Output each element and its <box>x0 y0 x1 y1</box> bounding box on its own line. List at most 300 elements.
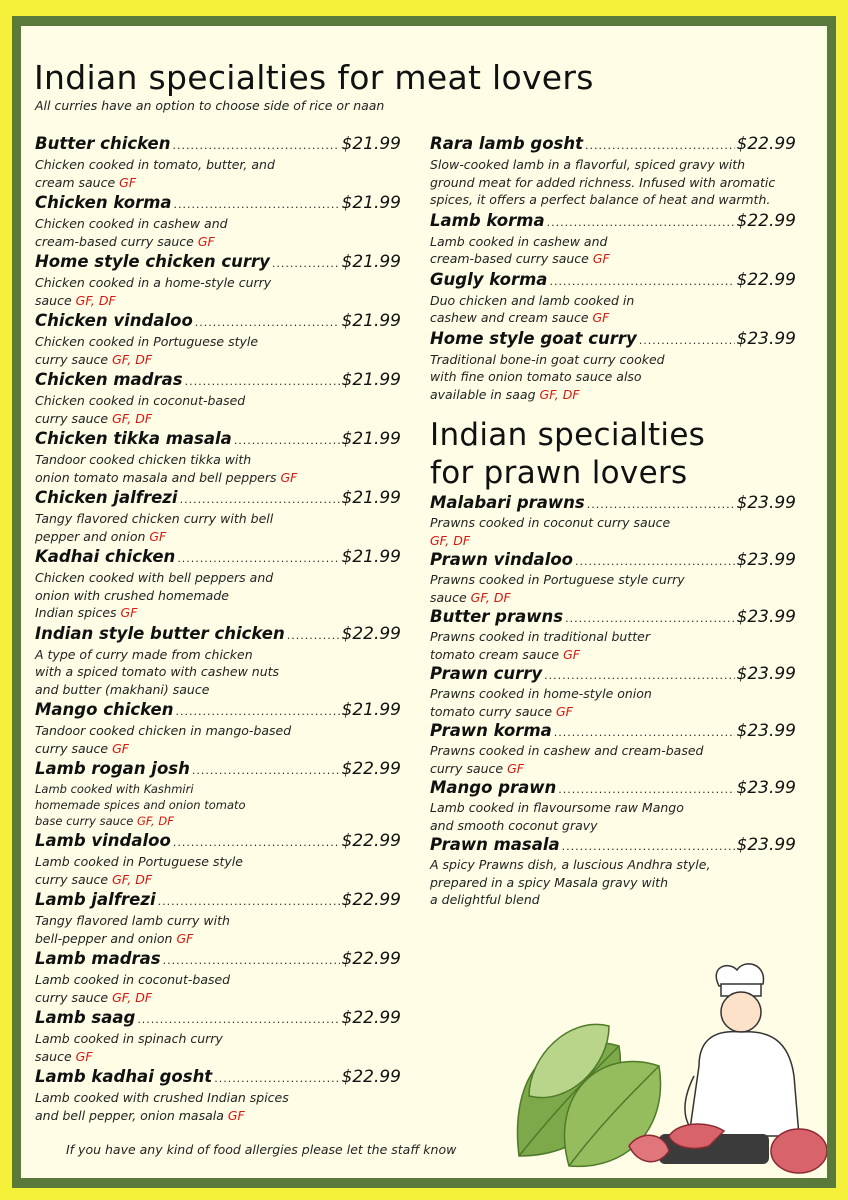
menu-item-header <box>430 663 796 685</box>
dietary-tags: GF <box>197 233 215 249</box>
description-line <box>35 989 401 1007</box>
menu-item-name: Rara lamb gosht <box>430 134 583 153</box>
menu-item-header <box>35 191 401 215</box>
dietary-tags: GF <box>563 646 580 662</box>
description-text: pepper and onion <box>35 528 150 544</box>
dot-leader <box>565 608 734 630</box>
description-line <box>35 871 401 889</box>
dot-leader <box>562 836 735 858</box>
dot-leader <box>158 890 340 914</box>
menu-item-price: $23.99 <box>736 721 796 741</box>
menu-item-description <box>35 646 401 699</box>
menu-item-price: $22.99 <box>341 759 401 779</box>
description-text: Lamb cooked in flavoursome raw Mango <box>430 800 684 815</box>
description-line <box>430 191 796 209</box>
description-text: Lamb cooked with crushed Indian spices <box>35 1090 289 1105</box>
description-text: ground meat for added richness. Infused with aromatic <box>430 174 776 190</box>
dot-leader <box>172 134 339 158</box>
dietary-tags: GF <box>120 605 138 620</box>
description-line <box>430 646 796 664</box>
description-text: curry sauce <box>35 740 113 756</box>
menu-item-price: $21.99 <box>341 252 401 272</box>
menu-item-header <box>35 829 401 853</box>
menu-item-description <box>430 742 796 777</box>
menu-item <box>35 191 401 250</box>
description-text: curry sauce <box>35 871 113 887</box>
menu-item-description <box>35 781 401 829</box>
menu-item <box>35 368 401 427</box>
description-line <box>35 451 401 469</box>
dietary-tags: GF, DF <box>539 386 580 402</box>
description-line <box>35 510 401 528</box>
dot-leader <box>287 624 340 648</box>
dietary-tags: GF, DF <box>112 410 153 426</box>
description-line <box>35 1107 401 1125</box>
menu-item-price: $23.99 <box>736 835 796 855</box>
description-text: homemade spices and onion tomato <box>35 798 246 812</box>
menu-item-price: $23.99 <box>736 664 796 684</box>
menu-item-price: $23.99 <box>736 328 796 349</box>
menu-item-name: Butter prawns <box>430 607 564 626</box>
dietary-tags: GF, DF <box>75 292 116 308</box>
menu-item-price: $21.99 <box>341 429 401 449</box>
description-line <box>430 386 796 404</box>
description-line <box>35 1048 401 1066</box>
description-text: curry sauce <box>35 351 113 367</box>
dietary-tags: GF, DF <box>470 589 511 605</box>
menu-item-description <box>35 1030 401 1065</box>
menu-item <box>430 492 796 549</box>
description-text: Lamb cooked in cashew and <box>430 233 608 249</box>
prawn-section-title <box>430 416 705 492</box>
description-line <box>35 174 401 192</box>
dietary-tags: GF <box>119 174 137 190</box>
menu-item-description <box>430 351 796 404</box>
description-line <box>430 760 796 778</box>
menu-item <box>430 209 796 268</box>
menu-item <box>35 486 401 545</box>
description-text: a delightful blend <box>430 892 540 907</box>
description-text: sauce <box>430 589 471 605</box>
menu-item-name: Indian style butter chicken <box>35 623 285 643</box>
menu-item-description <box>35 215 401 250</box>
menu-item-description <box>430 571 796 606</box>
menu-item-name: Chicken tikka masala <box>35 429 232 448</box>
dot-leader <box>177 547 339 571</box>
description-text: Tangy flavored chicken curry with bell <box>35 511 274 526</box>
description-line <box>430 309 796 327</box>
dot-leader <box>192 759 340 783</box>
description-line <box>35 469 401 487</box>
dietary-tags: GF <box>592 310 610 325</box>
menu-item-price: $22.99 <box>341 890 401 910</box>
description-text: Traditional bone-in goat curry cooked <box>430 351 665 367</box>
menu-item <box>35 888 401 947</box>
description-text: Chicken cooked in tomato, butter, and <box>35 157 275 172</box>
menu-item <box>430 777 796 834</box>
description-text: Chicken cooked in coconut-based <box>35 393 246 408</box>
dot-leader <box>554 722 735 744</box>
menu-item-price: $22.99 <box>341 1067 401 1087</box>
dot-leader <box>575 551 734 573</box>
description-line <box>430 628 796 646</box>
menu-item-name: Chicken madras <box>35 370 183 389</box>
menu-item-price: $23.99 <box>736 550 796 570</box>
menu-item-description <box>35 333 401 368</box>
description-line <box>430 891 796 909</box>
dot-leader <box>174 193 340 217</box>
description-text: Chicken cooked in Portuguese style <box>35 334 259 349</box>
menu-item-header <box>35 250 401 274</box>
description-text: with a spiced tomato with cashew nuts <box>35 664 280 679</box>
dot-leader <box>185 370 340 394</box>
menu-item-description <box>35 156 401 191</box>
description-line <box>35 646 401 664</box>
description-text: A type of curry made from chicken <box>35 646 253 662</box>
dietary-tags: GF <box>507 760 524 776</box>
menu-item-price: $23.99 <box>736 778 796 798</box>
menu-item-name: Lamb vindaloo <box>35 831 171 850</box>
description-text: Prawns cooked in cashew and cream-based <box>430 743 704 758</box>
menu-item-header <box>430 132 796 156</box>
description-text: cream-based curry sauce <box>35 233 198 249</box>
description-line <box>430 817 796 835</box>
description-text: Chicken cooked in a home-style curry <box>35 275 272 290</box>
description-text: Lamb cooked in coconut-based <box>35 972 231 987</box>
menu-item-header <box>35 698 401 722</box>
description-text: Duo chicken and lamb cooked in <box>430 292 635 308</box>
description-text: onion with crushed homemade <box>35 587 229 603</box>
menu-item-header <box>35 947 401 971</box>
menu-item-description <box>430 799 796 834</box>
description-line <box>35 722 401 740</box>
menu-item-name: Kadhai chicken <box>35 547 176 566</box>
description-line <box>430 685 796 703</box>
description-text: Chicken cooked in cashew and <box>35 216 228 231</box>
menu-item <box>430 327 796 404</box>
description-text: Tandoor cooked chicken in mango-based <box>35 723 292 738</box>
description-line <box>430 703 796 721</box>
menu-item-header <box>35 1065 401 1089</box>
menu-item <box>35 1065 401 1124</box>
dietary-tags: GF, DF <box>112 989 153 1005</box>
menu-item-header <box>35 132 401 156</box>
menu-item-header <box>35 622 401 646</box>
dot-leader <box>547 211 735 235</box>
dot-leader <box>587 494 735 516</box>
description-line <box>430 351 796 369</box>
description-text: Chicken cooked with bell peppers and <box>35 570 274 585</box>
menu-item-price: $21.99 <box>341 311 401 331</box>
description-line <box>430 514 796 532</box>
description-line <box>430 742 796 760</box>
menu-item-header <box>35 888 401 912</box>
menu-item-header <box>430 777 796 799</box>
chef-figure <box>685 964 799 1136</box>
dietary-tags: GF <box>555 703 573 719</box>
menu-item-description <box>35 392 401 427</box>
menu-item-name: Mango chicken <box>35 700 174 719</box>
chef-illustration <box>509 956 827 1178</box>
menu-item <box>430 549 796 606</box>
description-line <box>430 571 796 589</box>
menu-item-header <box>430 492 796 514</box>
prawn-menu-column <box>430 492 796 909</box>
description-text: curry sauce <box>35 989 113 1005</box>
dot-leader <box>558 779 734 801</box>
menu-item <box>35 545 401 622</box>
menu-item-header <box>35 427 401 451</box>
description-line <box>35 681 401 699</box>
description-text: and smooth coconut gravy <box>430 817 598 833</box>
description-line <box>35 912 401 930</box>
dot-leader <box>549 270 734 294</box>
description-line <box>35 292 401 310</box>
description-text: Prawns cooked in home-style onion <box>430 686 652 701</box>
menu-item-header <box>35 486 401 510</box>
menu-item-header <box>35 368 401 392</box>
menu-item-name: Prawn masala <box>430 835 560 854</box>
menu-item-description <box>430 233 796 268</box>
description-text: cream-based curry sauce <box>430 251 593 266</box>
description-text: cream sauce <box>35 174 120 190</box>
meat-menu-left-column <box>35 132 401 1124</box>
menu-item-name: Lamb jalfrezi <box>35 890 156 909</box>
description-line <box>430 532 796 550</box>
menu-item-header <box>430 606 796 628</box>
dot-leader <box>195 311 340 335</box>
menu-item-name: Home style chicken curry <box>35 252 270 271</box>
menu-item-header <box>35 757 401 781</box>
description-line <box>35 853 401 871</box>
description-line <box>35 528 401 546</box>
menu-item-header <box>430 209 796 233</box>
menu-item-price: $21.99 <box>341 700 401 720</box>
menu-item-header <box>430 834 796 856</box>
description-text: Slow-cooked lamb in a flavorful, spiced gravy with <box>430 157 746 172</box>
menu-item-description <box>35 853 401 888</box>
description-text: Lamb cooked in Portuguese style <box>35 854 243 869</box>
description-line <box>35 740 401 758</box>
dot-leader <box>585 134 735 158</box>
description-line <box>35 587 401 605</box>
dietary-tags: GF <box>176 930 194 946</box>
menu-item <box>430 663 796 720</box>
description-line <box>430 368 796 386</box>
description-text: with fine onion tomato sauce also <box>430 369 642 384</box>
menu-item-price: $22.99 <box>736 210 796 231</box>
description-text: Prawns cooked in coconut curry sauce <box>430 515 671 530</box>
menu-item-price: $21.99 <box>341 134 401 154</box>
dietary-tags: GF <box>592 251 610 266</box>
description-line <box>35 781 401 797</box>
description-text: spices, it offers a perfect balance of heat and warmth. <box>430 192 771 207</box>
description-line <box>35 1089 401 1107</box>
description-text: Prawns cooked in traditional butter <box>430 629 650 644</box>
description-line <box>35 215 401 233</box>
description-line <box>35 930 401 948</box>
description-text: onion tomato masala and bell peppers <box>35 469 281 485</box>
description-line <box>430 874 796 892</box>
dot-leader <box>544 665 734 687</box>
menu-item-name: Lamb saag <box>35 1008 136 1027</box>
description-line <box>430 250 796 268</box>
description-line <box>35 604 401 622</box>
description-text: tomato cream sauce <box>430 646 564 662</box>
menu-item-description <box>430 628 796 663</box>
menu-item-description <box>35 510 401 545</box>
menu-item-price: $21.99 <box>341 547 401 567</box>
description-line <box>430 174 796 192</box>
dot-leader <box>214 1067 339 1091</box>
page-title: Indian specialties for meat lovers <box>34 58 594 97</box>
dietary-tags: GF <box>227 1107 245 1123</box>
dot-leader <box>137 1008 339 1032</box>
description-text: and bell pepper, onion masala <box>35 1107 228 1123</box>
description-text: Lamb cooked in spinach curry <box>35 1031 223 1046</box>
dietary-tags: GF <box>280 469 298 485</box>
description-text: Lamb cooked with Kashmiri <box>35 782 194 796</box>
menu-item-description <box>35 451 401 486</box>
dietary-tags: GF, DF <box>112 351 153 367</box>
menu-item-name: Lamb korma <box>430 210 545 230</box>
menu-item-description <box>430 292 796 327</box>
menu-item-name: Lamb kadhai gosht <box>35 1067 213 1086</box>
description-line <box>430 292 796 310</box>
menu-item-price: $21.99 <box>341 488 401 508</box>
menu-item-name: Prawn curry <box>430 664 543 683</box>
menu-item-header <box>430 327 796 351</box>
description-text: Indian spices <box>35 605 121 620</box>
description-line <box>430 856 796 874</box>
menu-item-description <box>35 912 401 947</box>
menu-item-header <box>35 309 401 333</box>
description-text: sauce <box>35 292 76 308</box>
dietary-tags: GF <box>75 1048 93 1064</box>
menu-item-name: Lamb rogan josh <box>35 759 190 778</box>
menu-item-name: Chicken korma <box>35 193 172 212</box>
menu-item-header <box>35 545 401 569</box>
menu-item-description <box>430 685 796 720</box>
dot-leader <box>163 949 340 973</box>
description-text: and butter (makhani) sauce <box>35 681 210 697</box>
menu-item <box>430 132 796 209</box>
description-line <box>35 274 401 292</box>
menu-item-price: $22.99 <box>341 949 401 969</box>
dot-leader <box>639 329 735 353</box>
description-text: Prawns cooked in Portuguese style curry <box>430 572 685 587</box>
menu-item-name: Chicken vindaloo <box>35 311 193 330</box>
description-line <box>35 797 401 813</box>
menu-item <box>35 622 401 699</box>
menu-item <box>35 132 401 191</box>
description-text: A spicy Prawns dish, a luscious Andhra style, <box>430 857 711 872</box>
dietary-tags: GF, DF <box>136 814 174 828</box>
menu-item-header <box>430 720 796 742</box>
description-line <box>35 569 401 587</box>
menu-item-name: Prawn vindaloo <box>430 550 574 569</box>
prawn-title-line-2: for prawn lovers <box>430 455 688 491</box>
menu-item-description <box>35 274 401 309</box>
description-text: available in saag <box>430 386 540 402</box>
description-line <box>35 392 401 410</box>
menu-page <box>21 26 827 1178</box>
menu-item-description <box>430 156 796 209</box>
menu-item <box>35 250 401 309</box>
menu-item-name: Mango prawn <box>430 778 557 797</box>
menu-item <box>35 309 401 368</box>
description-text: prepared in a spicy Masala gravy with <box>430 874 669 890</box>
menu-item-header <box>35 1006 401 1030</box>
menu-item-price: $22.99 <box>736 269 796 290</box>
dot-leader <box>234 429 340 453</box>
description-line <box>35 351 401 369</box>
menu-item-price: $22.99 <box>736 134 796 154</box>
allergy-note: If you have any kind of food allergies please let the staff know <box>66 1142 457 1157</box>
menu-item-header <box>430 268 796 292</box>
menu-item-name: Home style goat curry <box>430 328 637 348</box>
description-line <box>430 799 796 817</box>
menu-item <box>35 427 401 486</box>
menu-item-price: $22.99 <box>341 623 401 644</box>
description-line <box>430 589 796 607</box>
dietary-tags: GF <box>112 740 129 756</box>
description-text: bell-pepper and onion <box>35 930 177 946</box>
menu-item-name: Lamb madras <box>35 949 161 968</box>
description-line <box>430 233 796 251</box>
menu-item <box>430 720 796 777</box>
description-line <box>35 971 401 989</box>
description-line <box>35 156 401 174</box>
menu-item <box>35 757 401 829</box>
menu-item-name: Malabari prawns <box>430 493 585 512</box>
menu-item-price: $21.99 <box>341 193 401 213</box>
menu-item-name: Gugly korma <box>430 269 548 289</box>
menu-item-name: Prawn korma <box>430 721 552 740</box>
description-line <box>35 813 401 829</box>
description-text: Tandoor cooked chicken tikka with <box>35 452 252 467</box>
prawn-title-line-1: Indian specialties <box>430 417 706 453</box>
menu-item-description <box>430 514 796 549</box>
dot-leader <box>175 700 339 724</box>
page-subtitle: All curries have an option to choose side of rice or naan <box>35 98 385 113</box>
menu-item-description <box>35 569 401 622</box>
menu-item-name: Chicken jalfrezi <box>35 488 178 507</box>
description-line <box>35 233 401 251</box>
menu-item-description <box>35 1089 401 1124</box>
menu-item <box>35 698 401 757</box>
menu-item <box>430 834 796 909</box>
menu-item <box>35 829 401 888</box>
menu-item-description <box>430 856 796 909</box>
description-line <box>35 333 401 351</box>
description-line <box>35 663 401 681</box>
description-text: cashew and cream sauce <box>430 310 593 325</box>
description-text: tomato curry sauce <box>430 703 556 719</box>
menu-item-price: $23.99 <box>736 607 796 627</box>
dietary-tags: GF, DF <box>112 871 153 887</box>
menu-item <box>430 268 796 327</box>
description-text: curry sauce <box>35 410 113 426</box>
menu-item-price: $21.99 <box>341 370 401 390</box>
menu-item-name: Butter chicken <box>35 134 171 153</box>
menu-item-price: $22.99 <box>341 831 401 851</box>
description-line <box>35 410 401 428</box>
menu-item <box>35 947 401 1006</box>
menu-item <box>35 1006 401 1065</box>
dietary-tags: GF, DF <box>430 532 471 548</box>
meat-menu-right-column <box>430 132 796 403</box>
